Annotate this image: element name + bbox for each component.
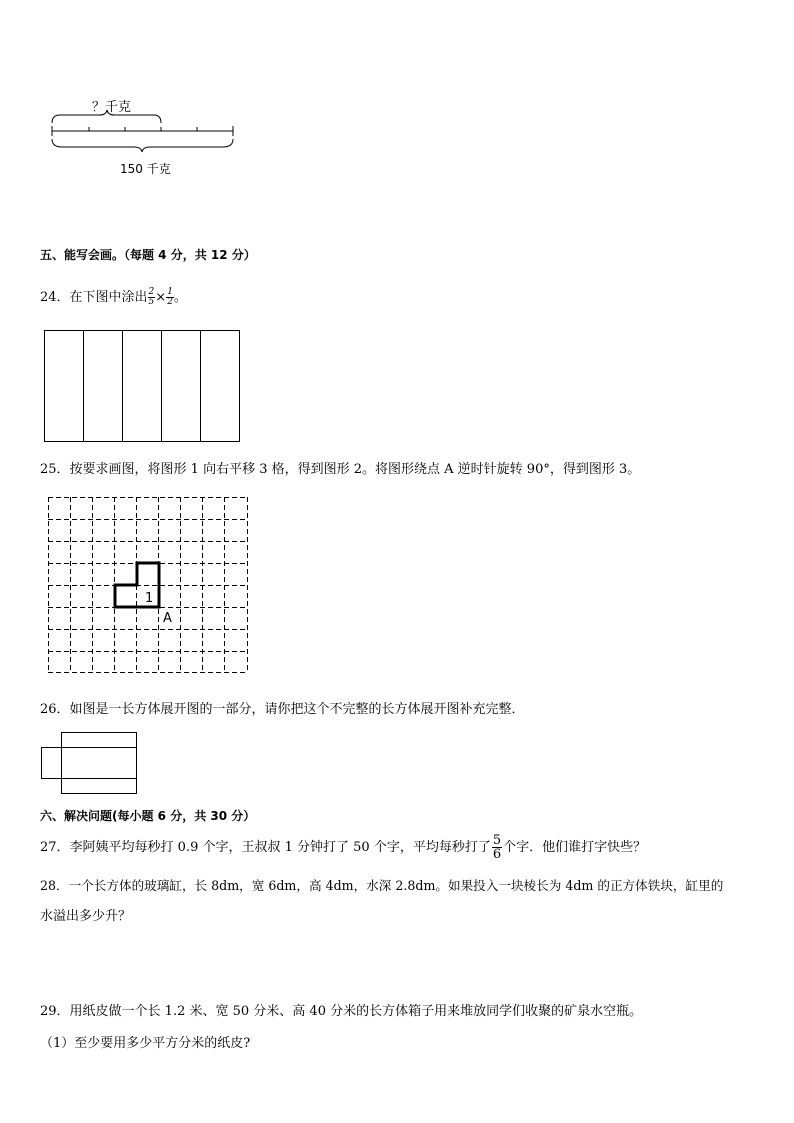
segment-top-label: ？千克 xyxy=(92,100,132,115)
question-26: 26．如图是一长方体展开图的一部分，请你把这个不完整的长方体展开图补充完整． xyxy=(40,702,525,717)
section-6-title: 六、解决问题(每小题 6 分，共 30 分） xyxy=(40,809,256,823)
question-28-line1: 28．一个长方体的玻璃缸，长 8dm，宽 6dm，高 4dm，水深 2.8dm。如果投入一块棱长为 4dm 的正方体铁块，缸里的 xyxy=(40,878,724,893)
section-5-title: 五、能写会画。（每题 4 分，共 12 分） xyxy=(40,248,256,262)
question-27 xyxy=(40,834,646,861)
top-brace xyxy=(52,110,161,123)
q27-after: 个字．他们谁打字快些？ xyxy=(503,840,647,855)
segment-drawing xyxy=(0,0,260,170)
q24-prefix: 24．在下图中涂出 xyxy=(40,290,148,305)
q24-suffix: 。 xyxy=(173,290,187,305)
question-29: 29．用纸皮做一个长 1.2 米、宽 50 分米、高 40 分米的长方体箱子用来堆放同学们收聚的矿泉水空瓶。 xyxy=(40,1004,643,1019)
question-25: 25．按要求画图，将图形 1 向右平移 3 格，得到图形 2。将图形绕点 A 逆时针旋转 90°，得到图形 3。 xyxy=(40,462,641,477)
question-24 xyxy=(40,286,187,307)
segment-bottom-label: 150 千克 xyxy=(120,162,171,176)
figure-1-label: 1 xyxy=(145,591,154,606)
q26-net-drawing[interactable] xyxy=(40,732,138,794)
q24-frac1-den: 5 xyxy=(148,297,155,307)
q24-times: × xyxy=(155,290,167,305)
q24-frac1-num: 2 xyxy=(148,287,155,297)
q27-frac-den: 6 xyxy=(492,847,502,862)
q27-before: 27．李阿姨平均每秒打 0.9 个字，王叔叔 1 分钟打了 50 个字，平均每秒打了 xyxy=(40,840,491,855)
question-28-line2: 水溢出多少升？ xyxy=(40,909,132,924)
q24-rectangle[interactable] xyxy=(44,330,240,442)
q24-frac2-den: 2 xyxy=(167,297,173,307)
q27-frac-num: 5 xyxy=(492,833,502,848)
q24-frac2-num: 1 xyxy=(167,287,173,297)
bottom-brace xyxy=(52,139,233,152)
question-29-sub-1: （1）至少要用多少平方分米的纸皮? xyxy=(40,1036,251,1051)
point-a-label: A xyxy=(163,611,172,626)
q25-grid[interactable] xyxy=(48,497,248,673)
